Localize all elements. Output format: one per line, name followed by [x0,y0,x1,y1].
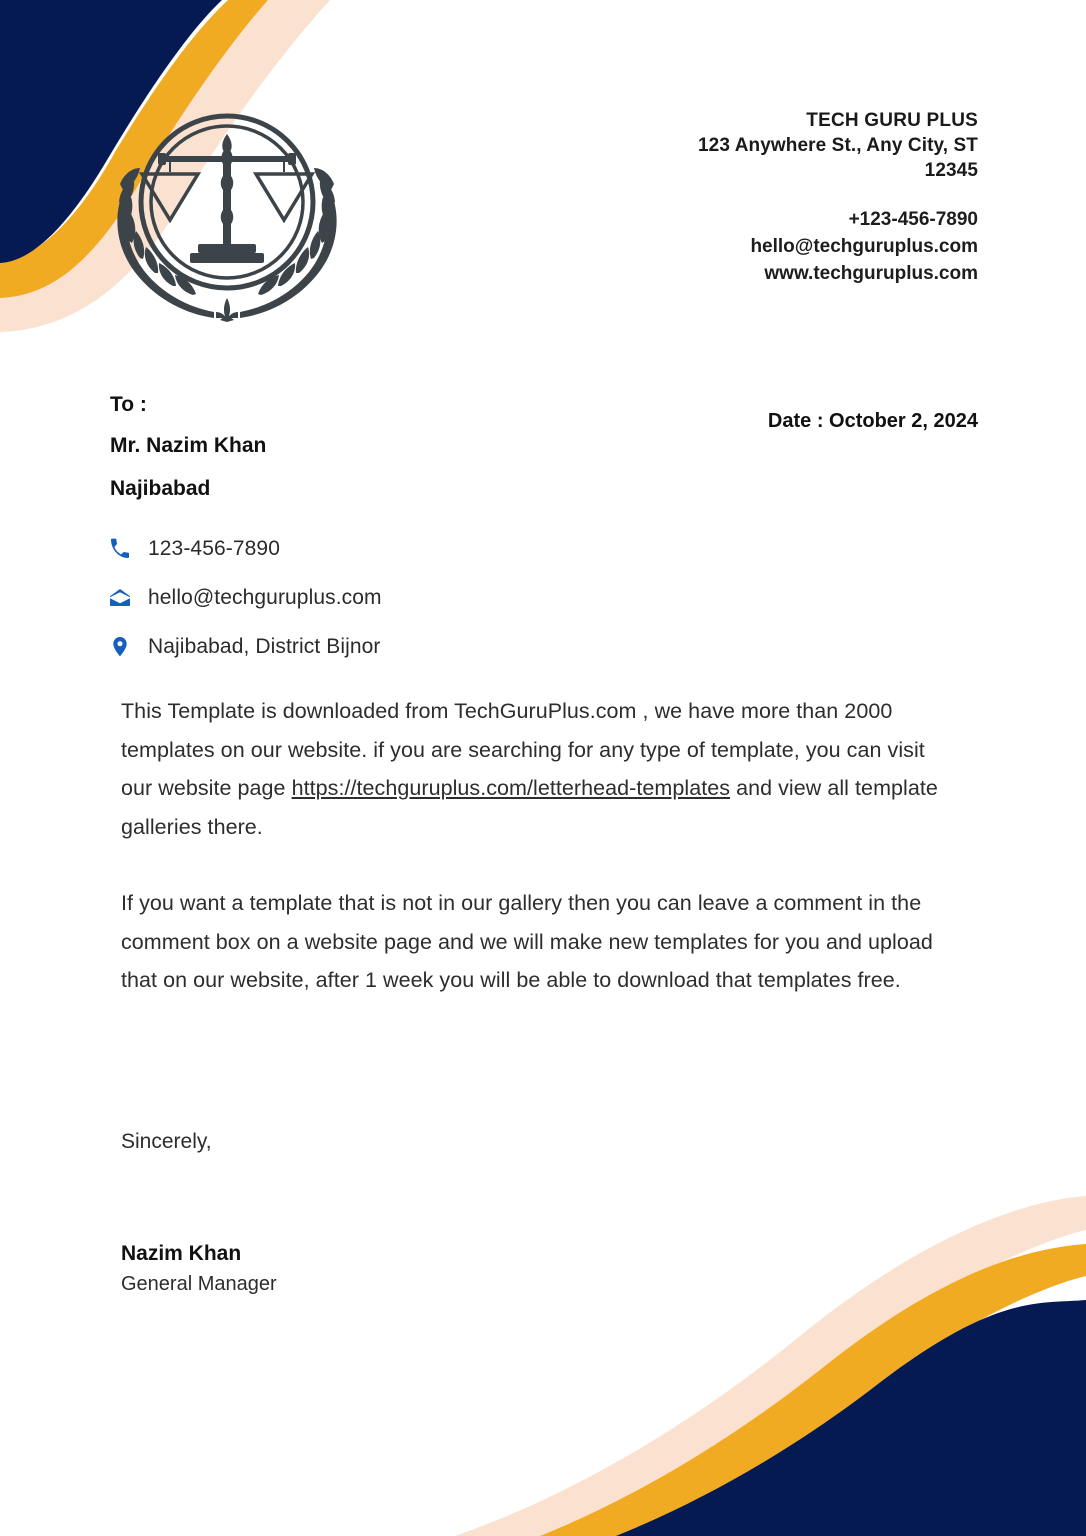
recipient-contact-list [108,524,728,671]
signer-title: General Manager [121,1273,277,1296]
header-email: hello@techguruplus.com [750,236,978,258]
phone-icon [108,537,142,561]
contact-email-value: hello@techguruplus.com [148,585,382,609]
header-company-info [558,108,978,288]
contact-row-phone [108,524,728,573]
location-pin-icon [108,635,142,659]
signature-block [121,1242,277,1295]
recipient-name: Mr. Nazim Khan [110,434,267,457]
company-address-line1: 123 Anywhere St., Any City, ST [698,135,978,157]
contact-address-value: Najibabad, District Bijnor [148,634,381,658]
header-spacer [558,183,978,207]
recipient-city: Najibabad [110,477,211,500]
paragraph-spacer [121,846,951,884]
signer-name: Nazim Khan [121,1242,242,1265]
contact-row-email [108,573,728,622]
header-phone: +123-456-7890 [848,209,978,231]
letter-date: Date : October 2, 2024 [767,410,978,432]
contact-phone-value: 123-456-7890 [148,536,280,560]
body-para1-text-after-link: and view all template galleries there. [121,776,938,839]
bottom-right-peach-band [455,1196,1086,1536]
website-link[interactable]: https://techguruplus.com/letterhead-templates [291,776,731,800]
envelope-icon [108,586,142,610]
header-website: www.techguruplus.com [764,263,978,285]
closing-text: Sincerely, [121,1130,212,1153]
logo-scales-group [158,134,296,263]
bottom-right-gold-band [540,1244,1086,1536]
recipient-block [110,394,630,499]
company-name: TECH GURU PLUS [806,110,978,131]
company-address-line2: 12345 [924,160,978,182]
contact-row-address [108,622,728,671]
company-logo [98,98,356,326]
body-paragraph-2: If you want a template that is not in our gallery then you can leave a comment in the comment box on a website page and we will make new templates for you and upload that on our website, after 1 week you will be able to download that templates free. [121,891,933,992]
letter-body [121,692,951,1000]
bottom-right-navy-band [616,1300,1086,1536]
body-para1-text-before-link: This Template is downloaded from TechGuruPlus.com , we have more than 2000 templates on our website. if you are searching for any type of template, you can visit our website page [121,699,925,800]
to-label: To : [110,393,147,416]
scales-of-justice-laurel-logo-icon [98,98,356,326]
body-paragraph-1 [121,692,951,846]
